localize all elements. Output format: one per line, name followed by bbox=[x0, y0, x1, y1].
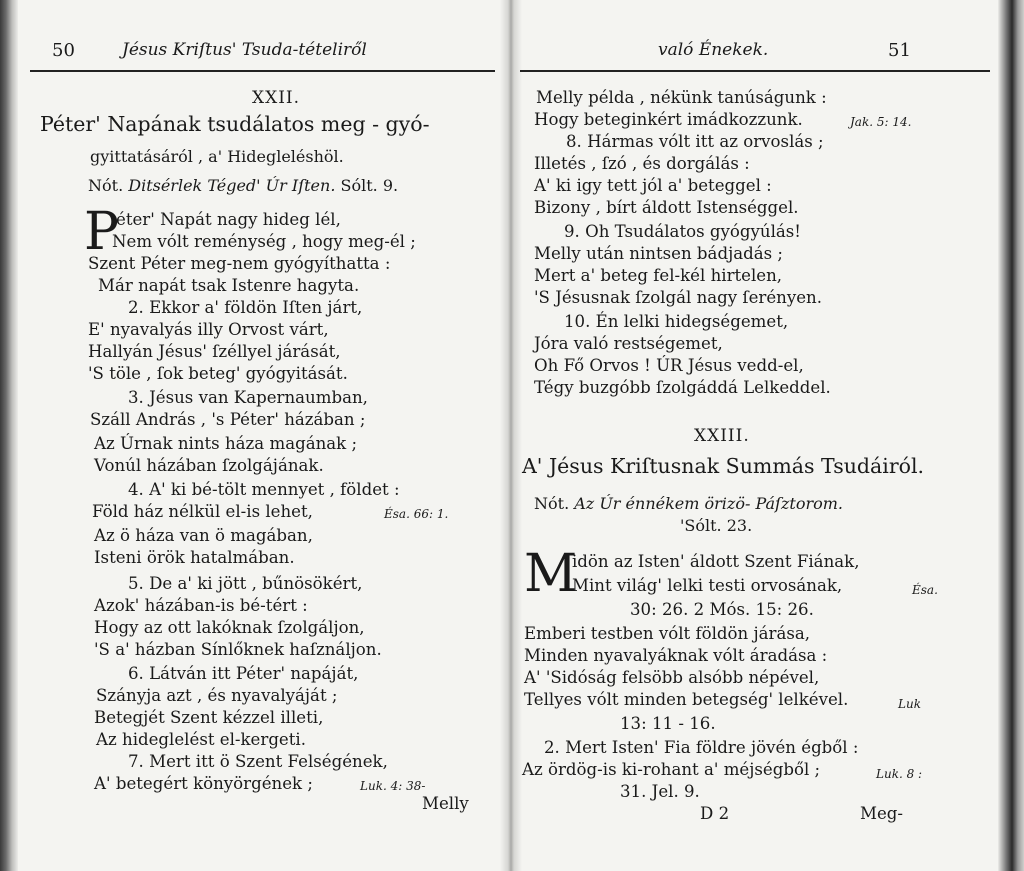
right-page bbox=[520, 0, 990, 871]
verse-line: Nem vólt reménység , hogy meg-él ; bbox=[112, 232, 416, 251]
hymn-title-line-1: Péter' Napának tsudálatos meg - gyó- bbox=[40, 112, 430, 136]
verse-line: A' betegért könyörgének ; bbox=[94, 774, 313, 793]
verse-line: 2. Mert Isten' Fia földre jövén égből : bbox=[544, 738, 859, 757]
book-gutter bbox=[500, 0, 522, 871]
verse-line: 7. Mert itt ö Szent Felségének, bbox=[128, 752, 388, 771]
tune-note-name: Ditsérlek Téged' Úr Iſten. bbox=[128, 176, 336, 195]
verse-line: Már napát tsak Istenre hagyta. bbox=[98, 276, 360, 295]
verse-line: Az Úrnak nints háza magának ; bbox=[94, 434, 358, 453]
verse-line: Az ö háza van ö magában, bbox=[94, 526, 313, 545]
verse-line: Szent Péter meg-nem gyógyíthatta : bbox=[88, 254, 391, 273]
tune-note-ref: 'Sólt. 23. bbox=[680, 516, 753, 535]
right-head-rule bbox=[520, 70, 990, 72]
tune-note-name: Az Úr énnékem örizö- Páſztorom. bbox=[574, 494, 843, 513]
verse-line: Hallyán Jésus' ſzéllyel járását, bbox=[88, 342, 341, 361]
verse-line: Mert a' beteg fel-kél hirtelen, bbox=[534, 266, 783, 285]
verse-line: A' 'Sidóság felsöbb alsóbb népével, bbox=[524, 668, 820, 687]
tune-note-prefix: Nót. bbox=[534, 494, 570, 513]
margin-ref-luk-1: Luk bbox=[898, 697, 921, 711]
verse-line: éter' Napát nagy hideg lél, bbox=[116, 210, 341, 229]
verse-line: Az hideglelést el-kergeti. bbox=[96, 730, 307, 749]
verse-line: 6. Látván itt Péter' napáját, bbox=[128, 664, 359, 683]
verse-line: 8. Hármas vólt itt az orvoslás ; bbox=[566, 132, 824, 151]
verse-line: 31. Jel. 9. bbox=[620, 782, 700, 801]
verse-line: 'S Jésusnak ſzolgál nagy ſerényen. bbox=[534, 288, 822, 307]
left-running-head bbox=[30, 40, 495, 70]
verse-line: Tégy buzgóbb ſzolgáddá Lelkeddel. bbox=[534, 378, 831, 397]
verse-line: 30: 26. 2 Mós. 15: 26. bbox=[630, 600, 814, 619]
right-page-edge bbox=[998, 0, 1024, 871]
drop-cap-m: M bbox=[524, 544, 578, 604]
verse-line: Vonúl házában ſzolgájának. bbox=[94, 456, 324, 475]
signature-mark: D 2 bbox=[700, 804, 730, 823]
verse-line: A' ki igy tett jól a' beteggel : bbox=[534, 176, 772, 195]
verse-line: 'S a' házban Sínlőknek haſználjon. bbox=[94, 640, 382, 659]
left-catchword: Melly bbox=[422, 794, 469, 813]
verse-line: Föld ház nélkül el-is lehet, bbox=[92, 502, 313, 521]
left-page-edge bbox=[0, 0, 18, 871]
left-page-number: 50 bbox=[52, 40, 75, 61]
verse-line: Emberi testben vólt földön járása, bbox=[524, 624, 811, 643]
hymn-title-xxiii: A' Jésus Kriſtusnak Summás Tsudáiról. bbox=[522, 454, 925, 478]
verse-line: Szányja azt , és nyavalyáját ; bbox=[96, 686, 338, 705]
drop-cap-p: P bbox=[84, 202, 119, 262]
right-running-head bbox=[520, 40, 990, 70]
verse-line: Melly példa , nékünk tanúságunk : bbox=[536, 88, 827, 107]
verse-line: Bizony , bírt áldott Istenséggel. bbox=[534, 198, 799, 217]
tune-note-xxiii bbox=[534, 494, 843, 514]
verse-line: Isteni örök hatalmában. bbox=[94, 548, 295, 567]
tune-note-prefix: Nót. bbox=[88, 176, 124, 195]
margin-ref-luk-2: Luk. 8 : bbox=[876, 767, 923, 781]
verse-line: 2. Ekkor a' földön Iſten járt, bbox=[128, 298, 363, 317]
margin-ref-esa: Ésa. 66: 1. bbox=[384, 507, 449, 521]
left-head-rule bbox=[30, 70, 495, 72]
right-page-number: 51 bbox=[888, 40, 911, 61]
right-catchword: Meg- bbox=[860, 804, 904, 823]
tune-note bbox=[88, 176, 398, 196]
verse-line: Melly után nintsen bádjadás ; bbox=[534, 244, 784, 263]
verse-line: Hogy beteginkért imádkozzunk. bbox=[534, 110, 803, 129]
verse-line: Minden nyavalyáknak vólt áradása : bbox=[524, 646, 828, 665]
margin-ref-luk: Luk. 4: 38- bbox=[360, 779, 426, 793]
verse-line: Azok' házában-is bé-tért : bbox=[94, 596, 308, 615]
section-number-xxiii: XXIII. bbox=[694, 426, 750, 446]
left-page bbox=[30, 0, 495, 871]
verse-line: 13: 11 - 16. bbox=[620, 714, 716, 733]
verse-line: E' nyavalyás illy Orvost várt, bbox=[88, 320, 329, 339]
verse-line: Hogy az ott lakóknak ſzolgáljon, bbox=[94, 618, 365, 637]
verse-line: idön az Isten' áldott Szent Fiának, bbox=[572, 552, 860, 571]
verse-line: Mint világ' lelki testi orvosának, bbox=[572, 576, 843, 595]
margin-ref-esa-2: Ésa. bbox=[912, 583, 938, 597]
verse-line: Száll András , 's Péter' házában ; bbox=[90, 410, 366, 429]
verse-line: Oh Fő Orvos ! ÚR Jésus vedd-el, bbox=[534, 356, 804, 375]
verse-line: 4. A' ki bé-tölt mennyet , földet : bbox=[128, 480, 400, 499]
verse-line: 10. Én lelki hidegségemet, bbox=[564, 312, 789, 331]
verse-line: 9. Oh Tsudálatos gyógyúlás! bbox=[564, 222, 801, 241]
verse-line: Tellyes vólt minden betegség' lelkével. bbox=[524, 690, 849, 709]
verse-line: Jóra való restségemet, bbox=[534, 334, 723, 353]
verse-line: Illetés , ſzó , és dorgálás : bbox=[534, 154, 750, 173]
verse-line: 5. De a' ki jött , bűnösökért, bbox=[128, 574, 363, 593]
verse-line: Betegjét Szent kézzel illeti, bbox=[94, 708, 324, 727]
verse-line: Az ördög-is ki-rohant a' méjségből ; bbox=[522, 760, 821, 779]
verse-line: 'S töle , ſok beteg' gyógyitását. bbox=[88, 364, 348, 383]
margin-ref-jak: Jak. 5: 14. bbox=[850, 115, 912, 129]
tune-note-ref: Sólt. 9. bbox=[340, 176, 399, 195]
left-running-title: Jésus Kriſtus' Tsuda-tételiről bbox=[122, 40, 367, 60]
hymn-title-line-2: gyittatásáról , a' Hidegleléshöl. bbox=[90, 147, 344, 166]
verse-line: 3. Jésus van Kapernaumban, bbox=[128, 388, 368, 407]
right-running-title: való Énekek. bbox=[658, 40, 769, 60]
section-number-xxii: XXII. bbox=[252, 88, 301, 108]
